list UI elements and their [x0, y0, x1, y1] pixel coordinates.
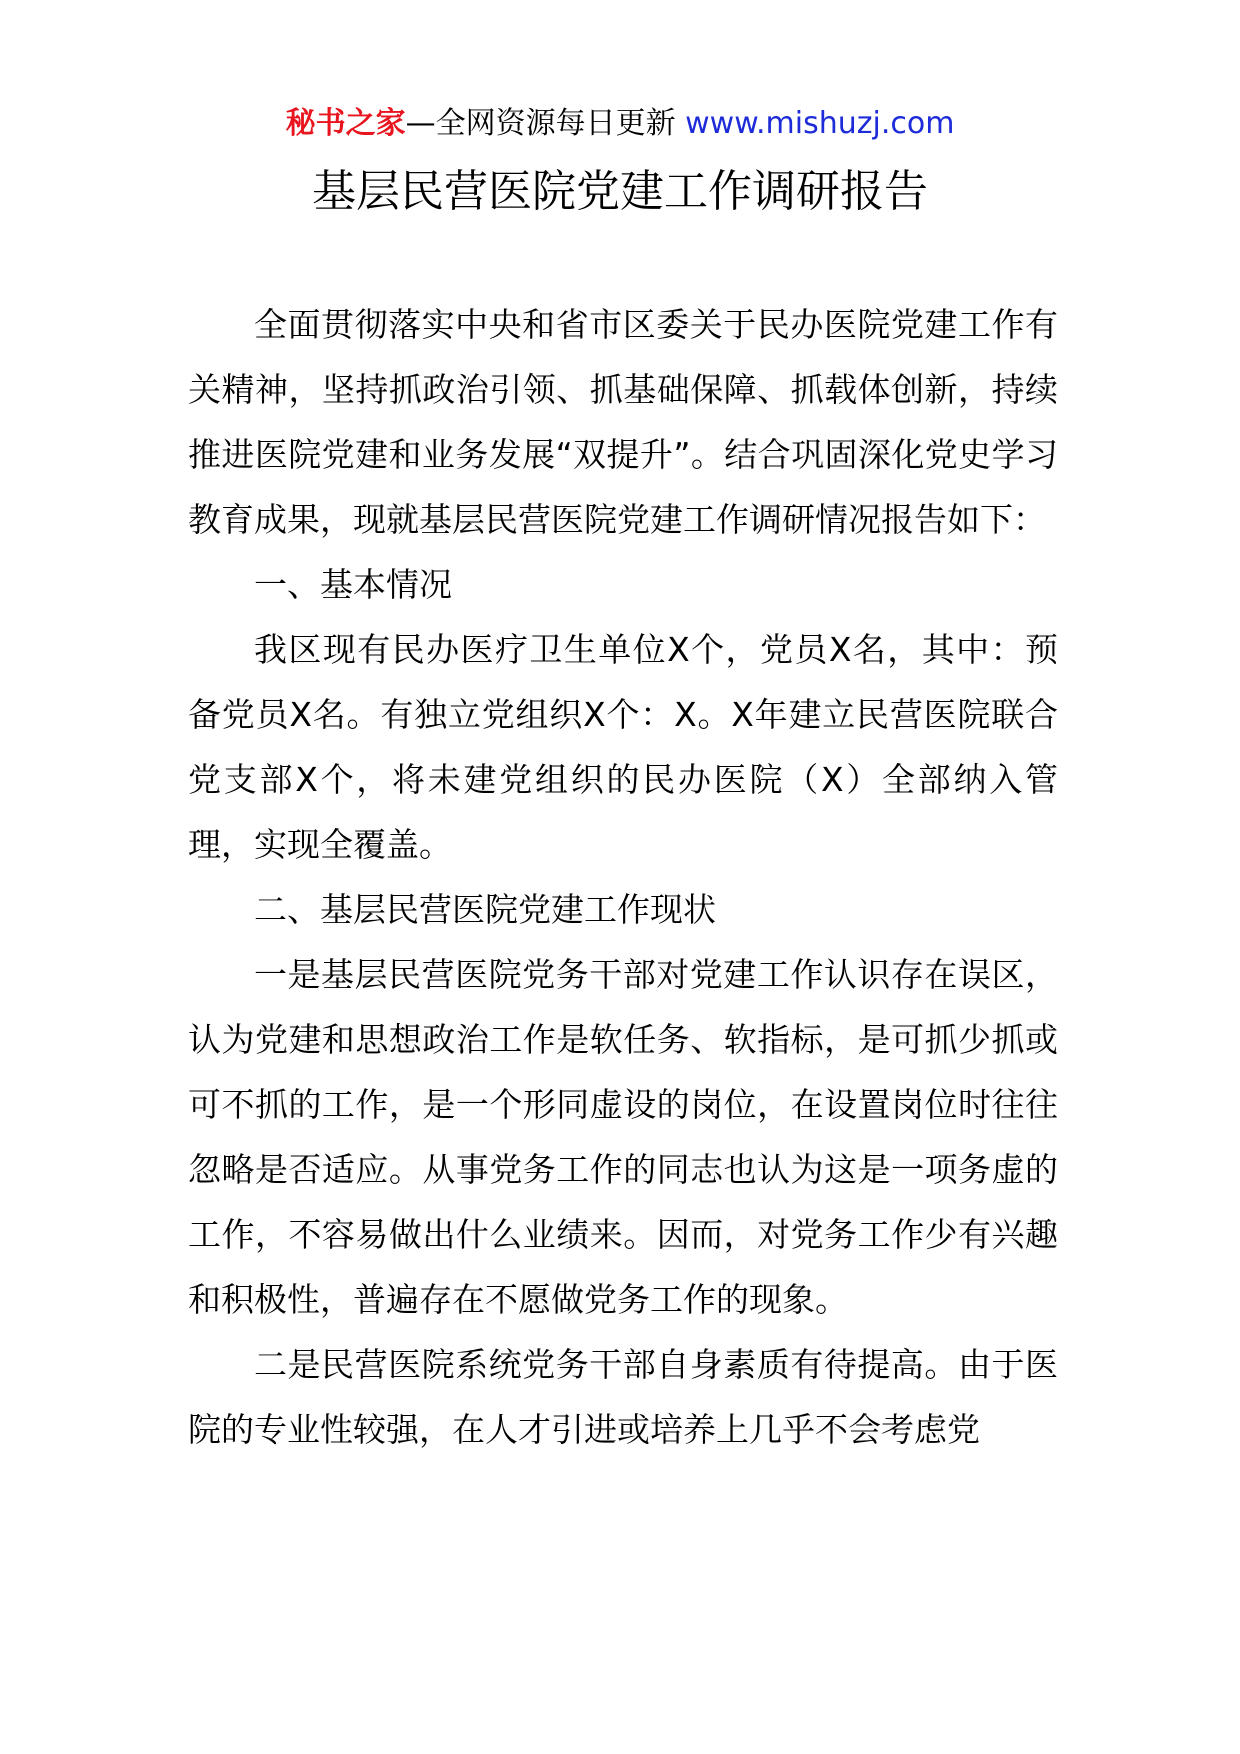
basic-situation-paragraph: 我区现有民办医疗卫生单位X个，党员X名，其中：预备党员X名。有独立党组织X个：X。X年建立民营医院联合党支部X个，将未建党组织的民办医院（X）全部纳入管理，实现全覆盖。	[188, 630, 1058, 864]
site-url-link[interactable]: www.mishuzj.com	[685, 106, 955, 141]
intro-paragraph: 全面贯彻落实中央和省市区委关于民办医院党建工作有关精神，坚持抓政治引领、抓基础保障、抓载体创新，持续推进医院党建和业务发展“双提升”。结合巩固深化党史学习教育成果，现就基层民营医院党建工作调研情况报告如下：	[188, 305, 1058, 539]
site-header	[0, 104, 1240, 144]
document-body	[188, 292, 1058, 1462]
current-status-point-1: 一是基层民营医院党务干部对党建工作认识存在误区，认为党建和思想政治工作是软任务、软指标，是可抓少抓或可不抓的工作，是一个形同虚设的岗位，在设置岗位时往往忽略是否适应。从事党务工作的同志也认为这是一项务虚的工作，不容易做出什么业绩来。因而，对党务工作少有兴趣和积极性，普遍存在不愿做党务工作的现象。	[188, 955, 1058, 1319]
site-brand: 秘书之家	[285, 106, 406, 141]
section-heading-basic-situation: 一、基本情况	[254, 565, 452, 604]
document-title: 基层民营医院党建工作调研报告	[312, 166, 928, 217]
site-slogan: —全网资源每日更新	[405, 106, 676, 141]
section-heading-current-status: 二、基层民营医院党建工作现状	[254, 890, 716, 929]
current-status-point-2: 二是民营医院系统党务干部自身素质有待提高。由于医院的专业性较强，在人才引进或培养上几乎不会考虑党	[188, 1345, 1058, 1449]
